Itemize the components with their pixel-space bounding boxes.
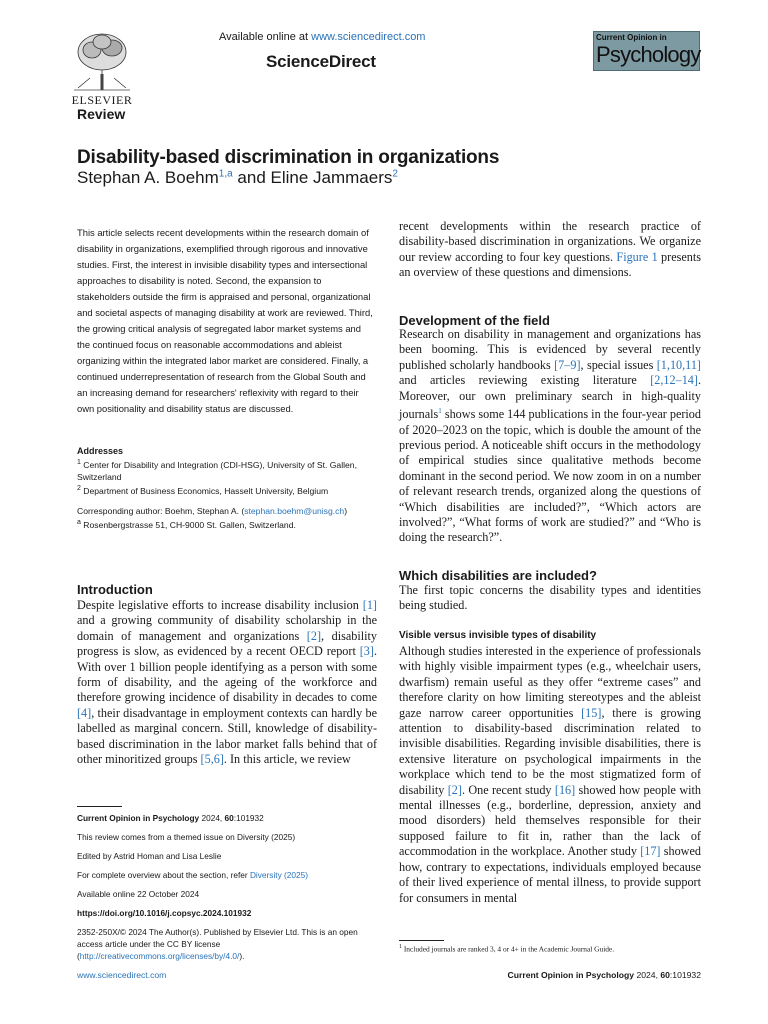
addresses-heading: Addresses	[77, 446, 124, 456]
platform-name: ScienceDirect	[266, 52, 376, 71]
footnote	[399, 944, 701, 953]
figure-link[interactable]: Figure 1	[616, 249, 658, 264]
body-text: Although studies interested in the experience of professionals with highly visible impairment types (e.g., wheelchair users, dwarfism) remain useful as they offer “extreme cases” and therefore clarity on how limiting stereotypes and the ableist gaze narrow career opportunities	[399, 644, 701, 720]
ref-link[interactable]: [5,6]	[200, 752, 224, 767]
journal-logo-line1: Current Opinion in	[596, 33, 667, 42]
address-2-marker: 2	[77, 484, 81, 492]
ref-link[interactable]: [1,10,11]	[656, 357, 701, 372]
body-text: . One recent study	[461, 782, 555, 797]
intro-heading: Introduction	[77, 582, 153, 597]
address-2	[77, 483, 374, 497]
body-text: Research on disability in management and organizations has been booming. This is evidenced by several recently published scholarly handbooks	[399, 327, 701, 372]
addresses	[77, 445, 374, 497]
intro-text: Despite legislative efforts to increase disability inclusion	[77, 598, 363, 612]
abstract: This article selects recent developments within the research domain of disability in organizations, exemplified through rigorous and innovative studies. First, the interest in invisible disability types and intersectional approaches to disability is noted. Second, the expansion to stakeholders outside the firm is appraised and personal, organizational and societal aspects of managing disability at work are reviewed. Third, the growing critical analysis of segregated labor market systems and the continued focus on reasonable accommodations and ableist organizing within the integrated labor market are considered. Finally, a continued underrepresentation of research from the Global South and an increasing demand for researchers' reflexivity with regard to their own positionality and disability status are discussed.	[77, 227, 373, 414]
address-1-marker: 1	[77, 459, 81, 466]
license-link[interactable]: http://creativecommons.org/licenses/by/4.0/	[79, 951, 240, 961]
citation-year: 2024,	[199, 813, 225, 823]
journal-info	[77, 812, 377, 969]
ref-link[interactable]: [4]	[77, 705, 92, 720]
footer-year: 2024,	[634, 970, 661, 980]
license-suffix: ).	[239, 951, 245, 961]
body-text: . Moreover, our own preliminary search in high-quality journals	[399, 373, 701, 422]
correspondence	[77, 505, 374, 531]
body-text: , special issues	[580, 357, 657, 372]
diversity-link[interactable]: Diversity (2025)	[249, 870, 309, 880]
ref-link[interactable]: [2,12–14]	[650, 373, 698, 388]
ref-link[interactable]: [2]	[306, 628, 322, 643]
ref-link[interactable]: [17]	[640, 844, 661, 859]
author-line	[77, 168, 398, 188]
ref-link[interactable]: [7–9]	[554, 357, 581, 372]
footnote-divider	[399, 940, 444, 941]
footer-sciencedirect-link[interactable]: www.sciencedirect.com	[77, 970, 167, 980]
overview-prefix: For complete overview about the section, refer	[77, 870, 250, 880]
which-disabilities-paragraph: The first topic concerns the disability types and identities being studied.	[399, 583, 701, 613]
footnote-text: Included journals are ranked 3, 4 or 4+ in the Academic Journal Guide.	[402, 944, 615, 954]
body-text: presents an overview of these questions and dimensions.	[399, 249, 701, 280]
footer-journal: Current Opinion in Psychology	[507, 970, 635, 980]
ref-link[interactable]: [1]	[362, 598, 377, 612]
intro-text: and a growing community of disability scholarship in the domain of management and organizations	[77, 613, 377, 643]
address-1-text: Center for Disability and Integration (CDI-HSG), University of St. Gallen, Switzerland	[77, 459, 357, 482]
author-conjunction: and	[232, 168, 271, 187]
corr-note-marker: a	[77, 519, 81, 526]
journal-logo	[593, 31, 700, 71]
body-text: recent developments within the research practice of disability-based discrimination in organizations. We organize our review according to four key questions.	[399, 219, 701, 264]
intro-continued	[399, 219, 701, 281]
ref-link[interactable]: [3]	[359, 644, 374, 659]
visible-invisible-paragraph	[399, 644, 701, 906]
license	[77, 926, 377, 962]
ref-link[interactable]: [15]	[581, 705, 602, 720]
intro-text: , disability progress is slow, as evidenced by a recent OECD report	[77, 628, 377, 659]
citation-journal: Current Opinion in Psychology	[77, 813, 200, 823]
journal-logo-line2: Psychology	[596, 42, 701, 67]
themed-issue: This review comes from a themed issue on Diversity (2025)	[77, 832, 296, 842]
elsevier-tree-icon	[70, 30, 134, 92]
author-2: Eline Jammaers	[270, 168, 393, 187]
citation-volume: 60	[224, 813, 234, 823]
license-prefix: 2352-250X/© 2024 The Author(s). Published by Elsevier Ltd. This is an open access article under the CC BY license (	[77, 927, 358, 961]
corr-suffix: )	[344, 506, 348, 516]
ref-link[interactable]: [2]	[447, 782, 462, 797]
available-prefix: Available online at	[219, 31, 312, 43]
ref-link[interactable]: [16]	[554, 782, 576, 797]
footnote-marker[interactable]: 1	[438, 407, 442, 416]
intro-paragraph	[77, 598, 377, 767]
footer-citation	[480, 970, 701, 980]
corr-prefix: Corresponding author: Boehm, Stephan A. (	[77, 506, 245, 516]
editors: Edited by Astrid Homan and Lisa Leslie	[77, 851, 222, 861]
elsevier-logo	[70, 30, 134, 106]
footnote-number: 1	[399, 944, 402, 950]
visible-invisible-heading: Visible versus invisible types of disability	[399, 630, 597, 641]
sciencedirect-link[interactable]: www.sciencedirect.com	[311, 31, 426, 43]
article-title: Disability-based discrimination in organizations	[77, 147, 500, 168]
development-heading: Development of the field	[399, 313, 550, 328]
doi-link[interactable]: https://doi.org/10.1016/j.copsyc.2024.101932	[77, 908, 252, 918]
body-text: , there is growing attention to disability-based discrimination related to invisible disabilities. Regarding invisible disabilities, there is extensive literature on psychological impairments in the workplace which tend to be the most stigmatized form of disability	[399, 705, 701, 797]
publisher-name: ELSEVIER	[71, 93, 133, 107]
citation	[77, 812, 377, 824]
available-date: Available online 22 October 2024	[77, 889, 200, 899]
corr-note	[77, 517, 374, 531]
corr-note-text: Rosenbergstrasse 51, CH-9000 St. Gallen, Switzerland.	[80, 519, 296, 530]
section-overview	[77, 869, 377, 881]
footer-article: :101932	[669, 970, 701, 980]
address-2-text: Department of Business Economics, Hasselt University, Belgium	[80, 485, 329, 496]
citation-article: :101932	[233, 813, 264, 823]
address-1	[77, 457, 374, 483]
corr-email-link[interactable]: stephan.boehm@unisg.ch	[244, 506, 345, 516]
body-text: and articles reviewing existing literature	[399, 373, 651, 388]
corresponding-author	[77, 505, 374, 517]
body-text: showed how people with mental illnesses (e.g., borderline, depression, anxiety and mood disorders) held themselves responsible for their supposed failure to fit in, rather than the lack of accommodation in the workplace. Another study	[399, 782, 701, 859]
section-label: Review	[77, 106, 126, 122]
author-1-affiliation[interactable]: 1,a	[218, 168, 233, 180]
body-text: shows some 144 publications in the four-year period of 2020–2023 on the topic, which is double the amount of the previous period. A noticeable shift occurs in the methodology of empirical studies since qualitative methods become dominant in the second period. We now zoom in on a number of relevant research trends, organized along the questions of “Which disabilities are included?”, “Which actors are involved?”, “What forms of work are studied?” and “Who is doing the research?”.	[399, 407, 701, 545]
body-text: showed how, contrary to expectations, individuals employed because of their lived experience of mental illness, to provide support for consumers in mental	[399, 844, 701, 905]
author-2-affiliation[interactable]: 2	[392, 168, 398, 180]
divider	[77, 806, 122, 807]
intro-text: . With over 1 billion people identifying as a person with some form of disability, and the ageing of the workforce and therefore growing incidence of disability in decades to come	[77, 644, 377, 705]
intro-text: , their disadvantage in employment contexts can hardly be labelled as marginal concern. Still, knowledge of disability-based discrimination in the labor market falls behind that of other minoritized groups	[77, 705, 377, 767]
footer-volume: 60	[660, 970, 670, 980]
development-paragraph	[399, 327, 701, 546]
author-1: Stephan A. Boehm	[77, 168, 219, 187]
availability-line	[219, 31, 425, 43]
intro-text: . In this article, we review	[223, 752, 351, 767]
which-disabilities-heading: Which disabilities are included?	[399, 568, 597, 583]
